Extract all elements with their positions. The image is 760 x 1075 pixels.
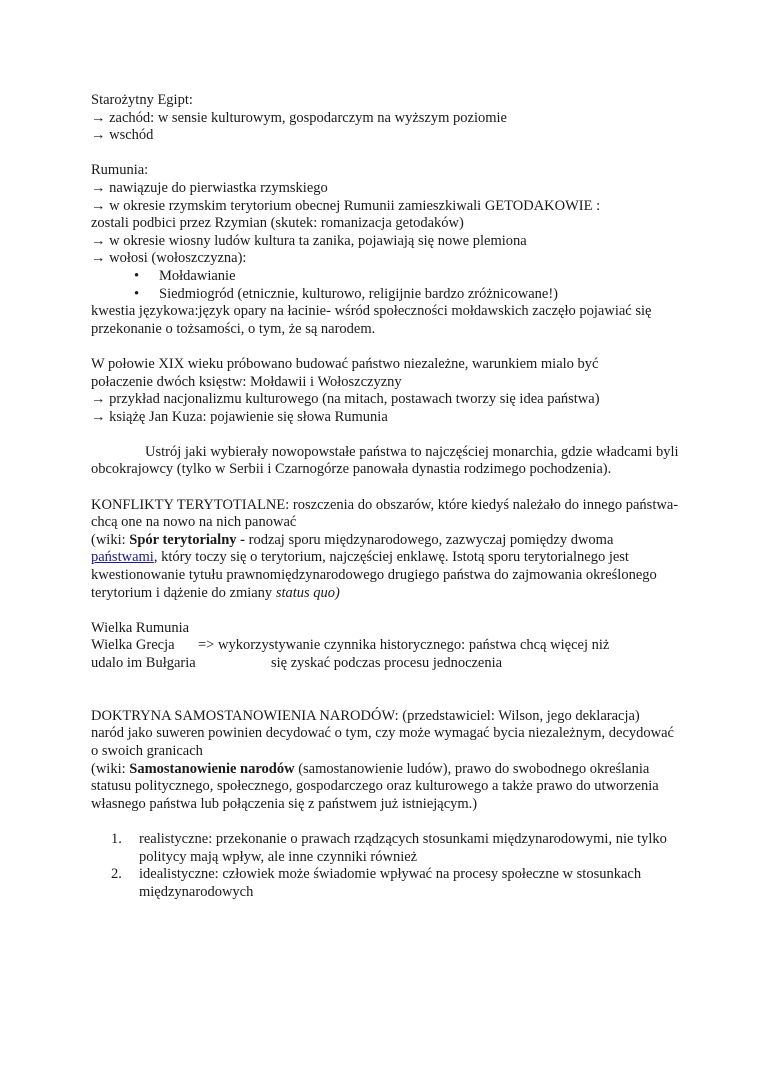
wielka-line bbox=[91, 637, 681, 655]
spacer bbox=[91, 602, 681, 620]
wielka-col-b: się zyskać podczas procesu jednoczenia bbox=[271, 655, 503, 671]
narod-paragraph: naród jako suweren powinien decydować o tym, czy może wymagać bycia niezależnym, decydować o swoich granicach bbox=[91, 725, 674, 759]
wielka-line: Wielka Rumunia bbox=[91, 619, 190, 636]
rumunia-line: → w okresie wiosny ludów kultura ta zanika, pojawiają się nowe plemiona bbox=[91, 232, 527, 249]
doktryna-wiki-paragraph bbox=[91, 761, 681, 814]
wielka-col-a: udalo im Bułgaria bbox=[91, 655, 196, 671]
wiki-term: Samostanowienie narodów bbox=[129, 760, 295, 777]
wielka-col-a: Wielka Grecja bbox=[91, 637, 175, 654]
spacer bbox=[91, 479, 681, 497]
list-item bbox=[111, 866, 681, 901]
wiki-open: (wiki: bbox=[91, 760, 130, 777]
doktryna-paragraph: DOKTRYNA SAMOSTANOWIENIA NARODÓW: (przedstawiciel: Wilson, jego deklaracja) bbox=[91, 707, 640, 724]
egipt-item: → zachód: w sensie kulturowym, gospodarczym na wyższym poziomie bbox=[91, 109, 507, 126]
kwestia-paragraph: kwestia językowa:język opary na łacinie- wśród społeczności mołdawskich zaczęło pojawiać się przekonanie o tożsamości, o tym, że są narodem. bbox=[91, 303, 652, 337]
bullet-item bbox=[91, 286, 681, 304]
spacer bbox=[91, 145, 681, 163]
konflikty-wiki-paragraph bbox=[91, 532, 681, 602]
list-number: 2. bbox=[111, 866, 122, 883]
list-text: idealistyczne: człowiek może świadomie wpływać na procesy społeczne w stosunkach międzynarodowych bbox=[139, 866, 642, 900]
wiki-text: , który toczy się o terytorium, najczęściej enklawę. Istotą sporu terytorialnego jest kwestionowanie tytułu prawnomiędzynarodowego drugiego państwa do zajmowania określonego terytorium i dążenie do zmiany bbox=[91, 549, 657, 601]
spacer bbox=[91, 813, 681, 831]
wiki-text: (samostanowienie ludów), prawo do swobodnego określania statusu politycznego, społecznego, gospodarczego oraz kulturowego a także prawo do utworzenia własnego państwa lub połączenia się z państwem już istniejącym.) bbox=[91, 760, 659, 812]
bullet-text: Mołdawianie bbox=[159, 267, 236, 284]
wiki-term: Spór terytorialny - bbox=[129, 531, 245, 548]
spacer bbox=[91, 338, 681, 356]
xix-line: W połowie XIX wieku próbowano budować państwo niezależne, warunkiem mialo być bbox=[91, 355, 599, 372]
list-item bbox=[111, 831, 681, 866]
bullet-icon: • bbox=[134, 267, 140, 284]
rumunia-line: → wołosi (wołoszczyzna): bbox=[91, 250, 247, 267]
wiki-open: (wiki: bbox=[91, 531, 130, 548]
document-body bbox=[91, 92, 681, 901]
rumunia-heading: Rumunia: bbox=[91, 162, 149, 179]
list-text: realistyczne: przekonanie o prawach rządzących stosunkami międzynarodowymi, nie tylko politycy mają wpływ, ale inne czynniki również bbox=[139, 830, 667, 865]
numbered-list bbox=[111, 831, 681, 901]
wiki-italic: status quo) bbox=[275, 584, 340, 601]
spacer bbox=[91, 690, 681, 708]
spacer bbox=[91, 426, 681, 444]
rumunia-line: → w okresie rzymskim terytorium obecnej Rumunii zamieszkiwali GETODAKOWIE : bbox=[91, 197, 601, 214]
bullet-item bbox=[91, 268, 681, 286]
ustroj-paragraph: Ustrój jaki wybierały nowopowstałe państwa to najczęściej monarchia, gdzie władcami byli obcokrajowcy (tylko w Serbii i Czarnogórze panowała dynastia rodzimego pochodzenia). bbox=[91, 443, 679, 478]
rumunia-line: → nawiązuje do pierwiastka rzymskiego bbox=[91, 179, 328, 196]
xix-line: → książę Jan Kuza: pojawienie się słowa Rumunia bbox=[91, 408, 388, 425]
wielka-line bbox=[91, 655, 681, 673]
rumunia-line: zostali podbici przez Rzymian (skutek: romanizacja getodaków) bbox=[91, 215, 464, 232]
wielka-col-b: => wykorzystywanie czynnika historycznego: państwa chcą więcej niż bbox=[198, 637, 610, 654]
xix-line: połaczenie dwóch księstw: Mołdawii i Wołoszczyzny bbox=[91, 373, 402, 390]
wiki-text: rodzaj sporu międzynarodowego, zazwyczaj pomiędzy dwoma bbox=[244, 531, 614, 548]
bullet-icon: • bbox=[134, 285, 140, 302]
spacer bbox=[91, 673, 681, 691]
egipt-item: → wschód bbox=[91, 127, 154, 144]
xix-line: → przykład nacjonalizmu kulturowego (na mitach, postawach tworzy się idea państwa) bbox=[91, 391, 600, 408]
list-number: 1. bbox=[111, 830, 122, 847]
egipt-heading: Starożytny Egipt: bbox=[91, 92, 193, 108]
bullet-text: Siedmiogród (etnicznie, kulturowo, religijnie bardzo zróżnicowane!) bbox=[159, 285, 559, 302]
panstwami-link[interactable]: państwami bbox=[91, 549, 154, 566]
konflikty-paragraph: KONFLIKTY TERYTOTIALNE: roszczenia do obszarów, które kiedyś należało do innego państwa- chcą one na nowo na nich panować bbox=[91, 496, 679, 531]
